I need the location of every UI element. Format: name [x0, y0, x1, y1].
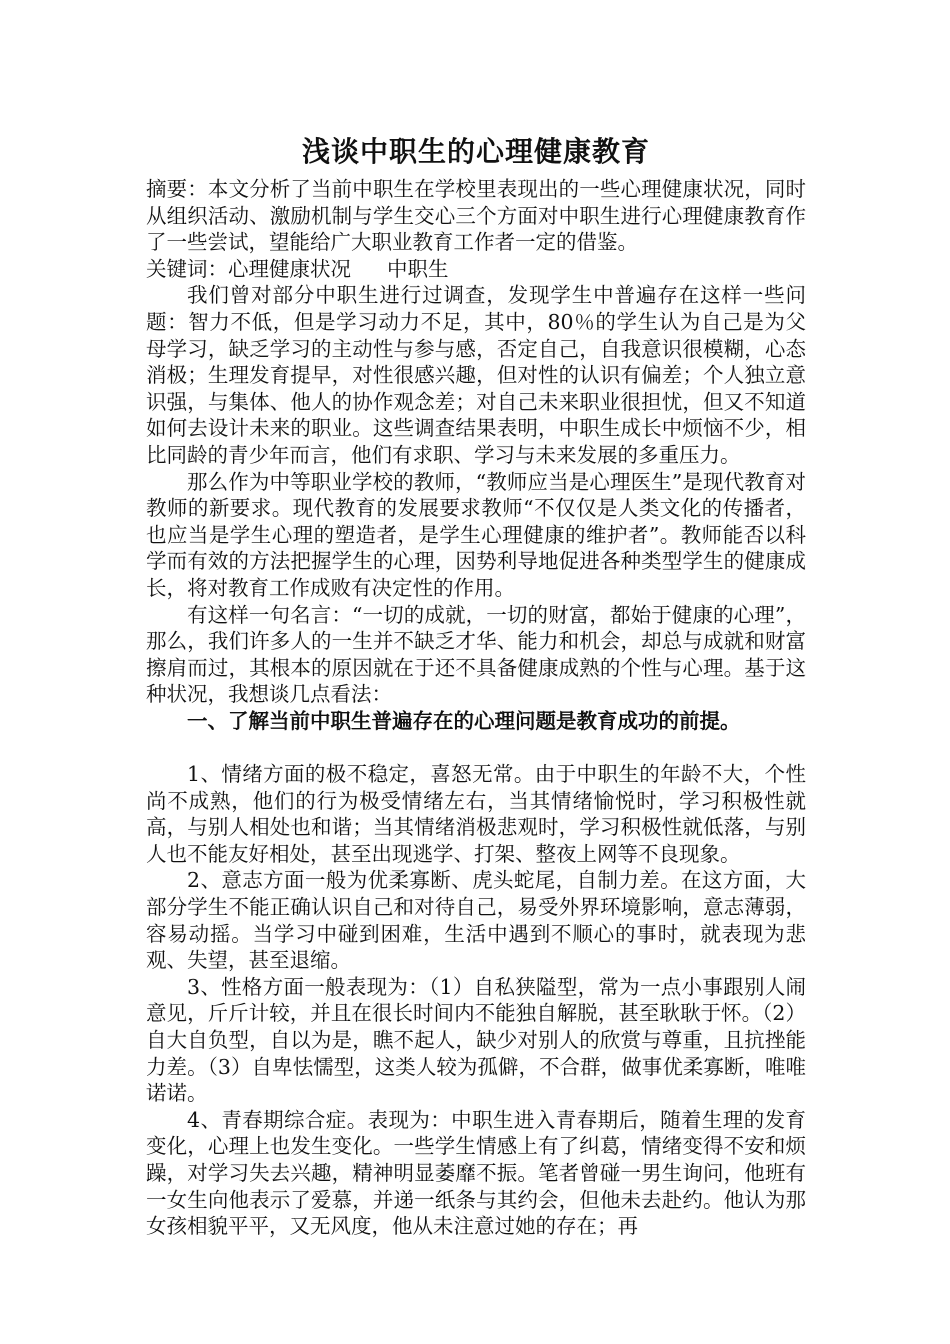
keywords-label: 关键词： [146, 256, 228, 281]
document-page [146, 130, 806, 1240]
section-paragraph-emotion: 1、情绪方面的极不稳定，喜怒无常。由于中职生的年龄不大，个性尚不成熟，他们的行为极受情绪左右，当其情绪愉悦时，学习积极性就高，与别人相处也和谐；当其情绪消极悲观时，学习积极性就低落，与别人也不能友好相处，甚至出现逃学、打架、整夜上网等不良现象。 [146, 762, 806, 866]
keyword-2: 中职生 [387, 256, 449, 281]
document-title: 浅谈中职生的心理健康教育 [301, 135, 650, 168]
section-paragraph-will: 2、意志方面一般为优柔寡断、虎头蛇尾，自制力差。在这方面，大部分学生不能正确认识自己和对待自己，易受外界环境影响，意志薄弱，容易动摇。当学习中碰到困难，生活中遇到不顺心的事时，就表现为悲观、失望，甚至退缩。 [146, 868, 806, 973]
keyword-1: 心理健康状况 [228, 256, 351, 281]
intro-paragraph-quote: 有这样一句名言：“一切的成就，一切的财富，都始于健康的心理”，那么，我们许多人的一生并不缺乏才华、能力和机会，却总与成就和财富擦肩而过，其根本的原因就在于还不具备健康成熟的个性与心理。基于这种状况，我想谈几点看法： [146, 602, 806, 707]
abstract: 摘要：本文分析了当前中职生在学校里表现出的一些心理健康状况，同时从组织活动、激励机制与学生交心三个方面对中职生进行心理健康教育作了一些尝试，望能给广大职业教育工作者一定的借鉴。 [146, 177, 806, 255]
section-heading-1: 一、了解当前中职生普遍存在的心理问题是教育成功的前提。 [187, 708, 741, 733]
intro-paragraph-survey: 我们曾对部分中职生进行过调查，发现学生中普遍存在这样一些问题：智力不低，但是学习动力不足，其中，80％的学生认为自己是为父母学习，缺乏学习的主动性与参与感，否定自己，自我意识很模糊，心态消极；生理发育提早，对性很感兴趣，但对性的认识有偏差；个人独立意识强，与集体、他人的协作观念差；对自己未来职业很担忧，但又不知道如何去设计未来的职业。这些调查结果表明，中职生成长中烦恼不少，相比同龄的青少年而言，他们有求职、学习与未来发展的多重压力。 [146, 283, 806, 467]
section-paragraph-adolescence: 4、青春期综合症。表现为：中职生进入青春期后，随着生理的发育变化，心理上也发生变化。一些学生情感上有了纠葛，情绪变得不安和烦躁，对学习失去兴趣，精神明显萎靡不振。笔者曾碰一男生询问，他班有一女生向他表示了爱慕，并递一纸条与其约会，但他未去赴约。他认为那女孩相貌平平，又无风度，他从未注意过她的存在；再 [146, 1107, 806, 1239]
section-paragraph-personality: 3、性格方面一般表现为：（1）自私狭隘型，常为一点小事跟别人闹意见，斤斤计较，并且在很长时间内不能独自解脱，甚至耿耿于怀。（2）自大自负型，自以为是，瞧不起人，缺少对别人的欣赏与尊重，且抗挫能力差。（3）自卑怯懦型，这类人较为孤僻，不合群，做事优柔寡断，唯唯诺诺。 [146, 974, 806, 1106]
intro-paragraph-teacher: 那么作为中等职业学校的教师，“教师应当是心理医生”是现代教育对教师的新要求。现代教育的发展要求教师“不仅仅是人类文化的传播者，也应当是学生心理的塑造者，是学生心理健康的维护者”。教师能否以科学而有效的方法把握学生的心理，因势利导地促进各种类型学生的健康成长，将对教育工作成败有决定性的作用。 [146, 469, 806, 600]
keywords-line [146, 256, 806, 283]
